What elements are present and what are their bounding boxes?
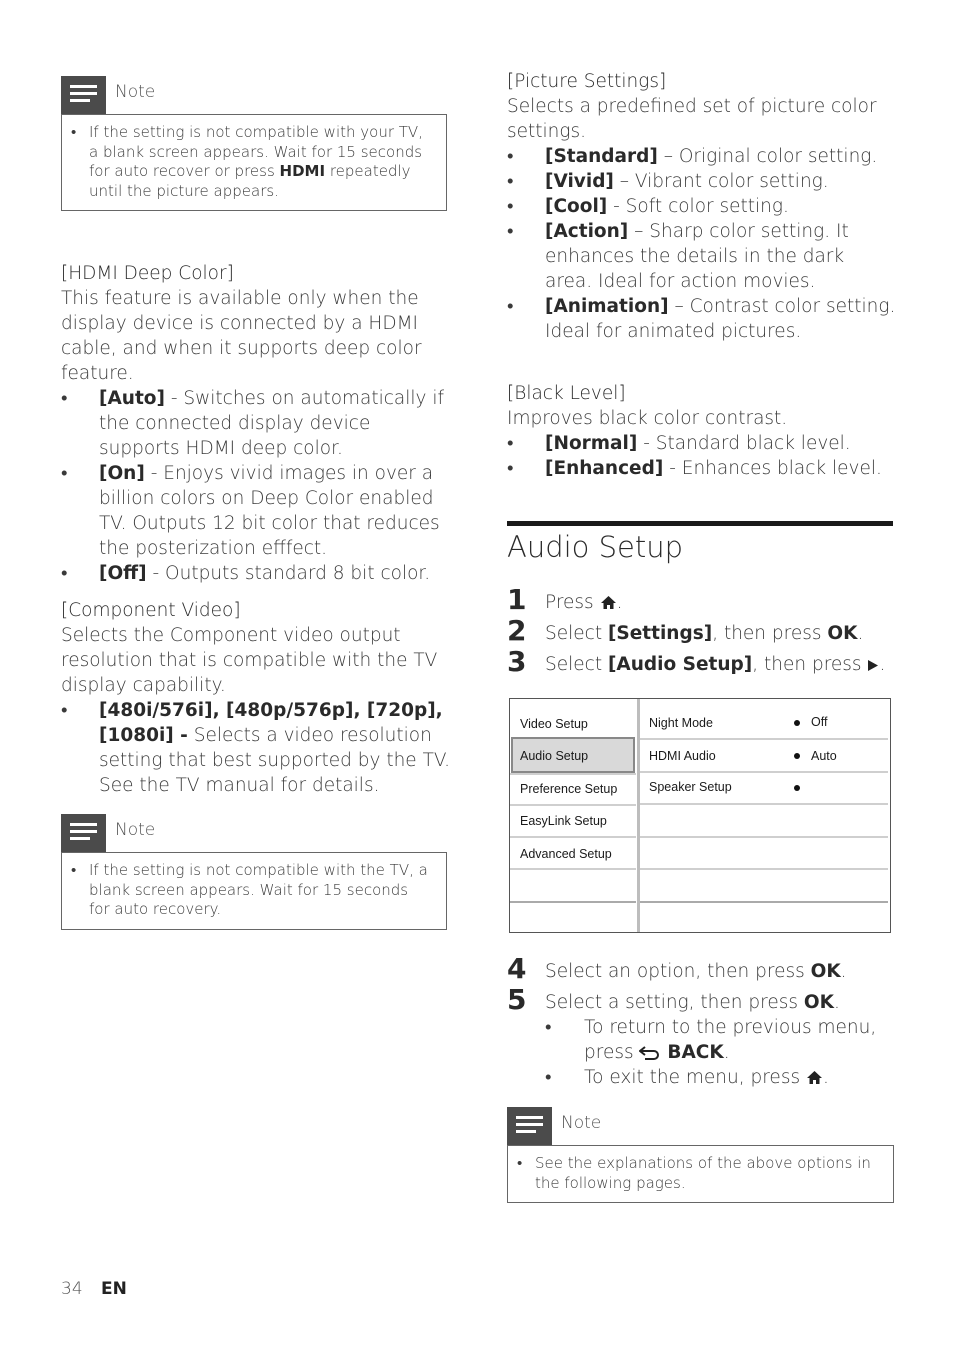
- option-value: Auto: [811, 749, 837, 763]
- picture-settings-section: [507, 69, 897, 344]
- menu-item-video-setup: Video Setup: [520, 717, 588, 731]
- note-icon: [61, 814, 106, 852]
- list-item: • [Action] – Sharp color setting. It enhances the details in the dark area. Ideal for action movies.: [507, 221, 849, 292]
- note-icon: [61, 76, 106, 114]
- section-heading: [HDMI Deep Color]: [61, 263, 234, 284]
- section-heading: [Picture Settings]: [507, 71, 667, 92]
- section-heading: [Black Level]: [507, 383, 626, 404]
- list-item: • [On] - Enjoys vivid images in over a billion colors on Deep Color enabled TV. Outputs 12 bit color that reduces the posterization efffect.: [61, 463, 440, 559]
- menu-item-preference-setup: Preference Setup: [520, 782, 618, 796]
- back-icon: [639, 1046, 661, 1060]
- language-code: EN: [101, 1279, 127, 1299]
- list-item: • [Off] - Outputs standard 8 bit color.: [61, 563, 431, 584]
- play-right-icon: [867, 659, 879, 672]
- section-heading: [Component Video]: [61, 600, 241, 621]
- component-video-section: [61, 598, 451, 798]
- note-box-component: [61, 814, 447, 930]
- audio-setup-menu-illustration: [509, 698, 891, 933]
- black-level-section: [507, 381, 897, 481]
- note-title: Note: [115, 82, 156, 102]
- sub-item-back: • To return to the previous menu, press BACK.: [545, 1017, 877, 1063]
- note-icon: [507, 1107, 552, 1145]
- heading-rule: [507, 521, 893, 526]
- note-text: • See the explanations of the above options in the following pages.: [507, 1145, 894, 1203]
- list-item: • [Enhanced] - Enhances black level.: [507, 458, 882, 479]
- list-item: • [Normal] - Standard black level.: [507, 433, 851, 454]
- list-item: • [Auto] - Switches on automatically if the connected display device supports HDMI deep color.: [61, 388, 445, 459]
- home-icon: [600, 595, 617, 610]
- list-item: • [Vivid] – Vibrant color setting.: [507, 171, 829, 192]
- list-item: • [Cool] - Soft color setting.: [507, 196, 789, 217]
- menu-divider: [637, 699, 640, 932]
- note-box-hdmi: [61, 76, 447, 211]
- option-bullet: [794, 785, 800, 791]
- section-intro: Improves black color contrast.: [507, 408, 788, 429]
- audio-setup-heading: Audio Setup: [507, 530, 684, 564]
- note-box-audio: [507, 1107, 894, 1203]
- section-intro: Selects a predefined set of picture color settings.: [507, 96, 877, 142]
- list-item: • [Animation] – Contrast color setting. Ideal for animated pictures.: [507, 296, 896, 342]
- note-text: • If the setting is not compatible with your TV, a blank screen appears. Wait for 15 seconds for auto recover or press HDMI repeatedly until the picture appears.: [61, 114, 447, 211]
- menu-item-easylink-setup: EasyLink Setup: [520, 814, 607, 828]
- list-item: • [Standard] – Original color setting.: [507, 146, 878, 167]
- option-value: Off: [811, 715, 828, 729]
- home-icon: [806, 1070, 823, 1085]
- section-intro: This feature is available only when the display device is connected by a HDMI cable, and when it supports deep color feature.: [61, 288, 422, 384]
- page-number: 34: [61, 1279, 83, 1299]
- list-item: • [480i/576i], [480p/576p], [720p], [1080i] - Selects a video resolution setting that best supported by the TV. See the TV manual for details.: [61, 700, 451, 796]
- option-hdmi-audio: HDMI Audio: [649, 749, 716, 763]
- option-speaker-setup: Speaker Setup: [649, 780, 732, 794]
- note-text: • If the setting is not compatible with the TV, a blank screen appears. Wait for 15 seconds for auto recovery.: [61, 852, 447, 930]
- hdmi-deep-color-section: [61, 261, 451, 586]
- menu-item-advanced-setup: Advanced Setup: [520, 847, 612, 861]
- sub-item-exit: • To exit the menu, press .: [545, 1067, 829, 1088]
- page-footer: [61, 1279, 127, 1299]
- section-intro: Selects the Component video output resolution that is compatible with the TV display capability.: [61, 625, 438, 696]
- option-bullet: [794, 753, 800, 759]
- option-bullet: [794, 720, 800, 726]
- note-title: Note: [115, 820, 156, 840]
- note-title: Note: [561, 1113, 602, 1133]
- menu-item-audio-setup: Audio Setup: [520, 749, 589, 763]
- option-night-mode: Night Mode: [649, 716, 713, 730]
